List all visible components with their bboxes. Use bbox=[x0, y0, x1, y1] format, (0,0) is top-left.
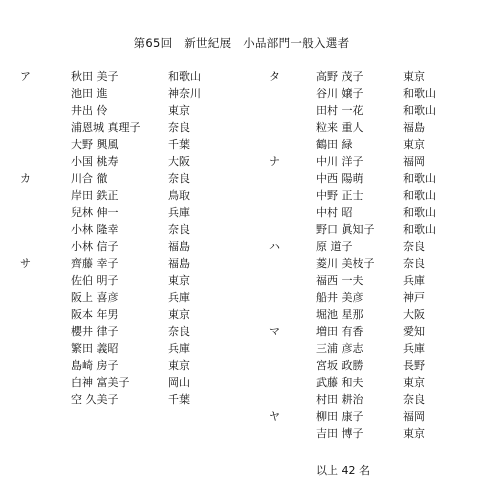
entrant-name: 兒林 伸一 bbox=[71, 206, 119, 219]
entrant-prefecture: 兵庫 bbox=[403, 342, 425, 355]
entrant-name: 阪上 喜彦 bbox=[71, 291, 119, 304]
entrant-prefecture: 東京 bbox=[403, 376, 425, 389]
entrant-prefecture: 奈良 bbox=[168, 121, 190, 134]
entrant-name: 櫻井 律子 bbox=[71, 325, 119, 338]
entrant-name: 原 道子 bbox=[316, 240, 353, 253]
entrant-name: 佐伯 明子 bbox=[71, 274, 119, 287]
entrant-name: 菱川 美枝子 bbox=[316, 257, 375, 270]
entrant-prefecture: 和歌山 bbox=[403, 104, 436, 117]
entrant-name: 池田 進 bbox=[71, 87, 108, 100]
entrant-name: 井出 伶 bbox=[71, 104, 108, 117]
entrant-prefecture: 和歌山 bbox=[403, 206, 436, 219]
entrant-prefecture: 愛知 bbox=[403, 325, 425, 338]
entrant-prefecture: 和歌山 bbox=[403, 189, 436, 202]
entrant-prefecture: 福島 bbox=[168, 257, 190, 270]
entrant-name: 空 久美子 bbox=[71, 393, 119, 406]
entrant-prefecture: 奈良 bbox=[168, 172, 190, 185]
entrant-prefecture: 和歌山 bbox=[403, 223, 436, 236]
entrant-name: 堀池 星那 bbox=[316, 308, 364, 321]
entrant-name: 齊藤 幸子 bbox=[71, 257, 119, 270]
entrant-prefecture: 福島 bbox=[403, 121, 425, 134]
entrant-prefecture: 福島 bbox=[168, 240, 190, 253]
entrant-name: 村田 耕治 bbox=[316, 393, 364, 406]
entrant-name: 小林 隆幸 bbox=[71, 223, 119, 236]
kana-group-label: ヤ bbox=[269, 410, 280, 423]
entrant-prefecture: 東京 bbox=[168, 359, 190, 372]
entrant-name: 鶴田 緑 bbox=[316, 138, 353, 151]
entrant-name: 大野 興風 bbox=[71, 138, 119, 151]
entrant-prefecture: 大阪 bbox=[168, 155, 190, 168]
entrant-prefecture: 兵庫 bbox=[168, 342, 190, 355]
entrant-prefecture: 岡山 bbox=[168, 376, 190, 389]
entrant-name: 高野 茂子 bbox=[316, 70, 364, 83]
entrant-prefecture: 和歌山 bbox=[403, 172, 436, 185]
entrant-name: 粒来 重人 bbox=[316, 121, 364, 134]
entrant-name: 中川 洋子 bbox=[316, 155, 364, 168]
entrant-prefecture: 奈良 bbox=[168, 223, 190, 236]
kana-group-label: サ bbox=[20, 257, 31, 270]
entrant-name: 中西 陽萌 bbox=[316, 172, 364, 185]
page-title: 第65回 新世紀展 小品部門一般入選者 bbox=[133, 36, 350, 50]
entrant-name: 谷川 嬢子 bbox=[316, 87, 364, 100]
entrant-prefecture: 奈良 bbox=[403, 393, 425, 406]
entrant-prefecture: 大阪 bbox=[403, 308, 425, 321]
kana-group-label: ハ bbox=[269, 240, 280, 253]
entrant-prefecture: 福岡 bbox=[403, 155, 425, 168]
entrant-name: 野口 眞知子 bbox=[316, 223, 375, 236]
entrant-name: 田村 一花 bbox=[316, 104, 364, 117]
entrant-name: 福西 一夫 bbox=[316, 274, 364, 287]
kana-group-label: ア bbox=[20, 70, 31, 83]
kana-group-label: タ bbox=[269, 70, 280, 83]
entrant-name: 宮坂 政勝 bbox=[316, 359, 364, 372]
entrant-name: 中野 正士 bbox=[316, 189, 364, 202]
entrant-prefecture: 神戸 bbox=[403, 291, 425, 304]
kana-group-label: ナ bbox=[269, 155, 280, 168]
entrant-prefecture: 福岡 bbox=[403, 410, 425, 423]
entrant-prefecture: 奈良 bbox=[403, 240, 425, 253]
entrant-prefecture: 神奈川 bbox=[168, 87, 201, 100]
entrant-prefecture: 奈良 bbox=[403, 257, 425, 270]
entrant-prefecture: 東京 bbox=[403, 70, 425, 83]
entrant-name: 武藤 和夫 bbox=[316, 376, 364, 389]
entrant-name: 浦恩城 真理子 bbox=[71, 121, 141, 134]
entrant-name: 白神 富美子 bbox=[71, 376, 130, 389]
total-count: 以上 42 名 bbox=[316, 464, 370, 477]
entrant-prefecture: 東京 bbox=[168, 104, 190, 117]
entrant-name: 阪本 年男 bbox=[71, 308, 119, 321]
entrant-prefecture: 東京 bbox=[403, 427, 425, 440]
entrant-prefecture: 兵庫 bbox=[403, 274, 425, 287]
entrant-name: 岸田 鉄正 bbox=[71, 189, 119, 202]
kana-group-label: マ bbox=[269, 325, 280, 338]
entrant-prefecture: 和歌山 bbox=[403, 87, 436, 100]
entrant-name: 三浦 彦志 bbox=[316, 342, 364, 355]
entrant-name: 吉田 博子 bbox=[316, 427, 364, 440]
entrant-prefecture: 奈良 bbox=[168, 325, 190, 338]
entrant-name: 島崎 房子 bbox=[71, 359, 119, 372]
entrant-prefecture: 千葉 bbox=[168, 138, 190, 151]
entrant-prefecture: 東京 bbox=[168, 308, 190, 321]
entrant-prefecture: 鳥取 bbox=[168, 189, 190, 202]
entrant-name: 川合 徹 bbox=[71, 172, 108, 185]
entrant-name: 中村 昭 bbox=[316, 206, 353, 219]
entrant-prefecture: 和歌山 bbox=[168, 70, 201, 83]
entrant-name: 小国 桃寿 bbox=[71, 155, 119, 168]
entrant-name: 小林 信子 bbox=[71, 240, 119, 253]
entrant-prefecture: 兵庫 bbox=[168, 291, 190, 304]
entrant-prefecture: 長野 bbox=[403, 359, 425, 372]
entrant-prefecture: 東京 bbox=[403, 138, 425, 151]
entrant-prefecture: 千葉 bbox=[168, 393, 190, 406]
entrant-prefecture: 東京 bbox=[168, 274, 190, 287]
entrant-name: 柳田 康子 bbox=[316, 410, 364, 423]
kana-group-label: カ bbox=[20, 172, 31, 185]
entrant-name: 秋田 美子 bbox=[71, 70, 119, 83]
entrant-prefecture: 兵庫 bbox=[168, 206, 190, 219]
entrant-name: 繁田 義昭 bbox=[71, 342, 119, 355]
entrant-name: 増田 有香 bbox=[316, 325, 364, 338]
entrant-name: 船井 美彦 bbox=[316, 291, 364, 304]
